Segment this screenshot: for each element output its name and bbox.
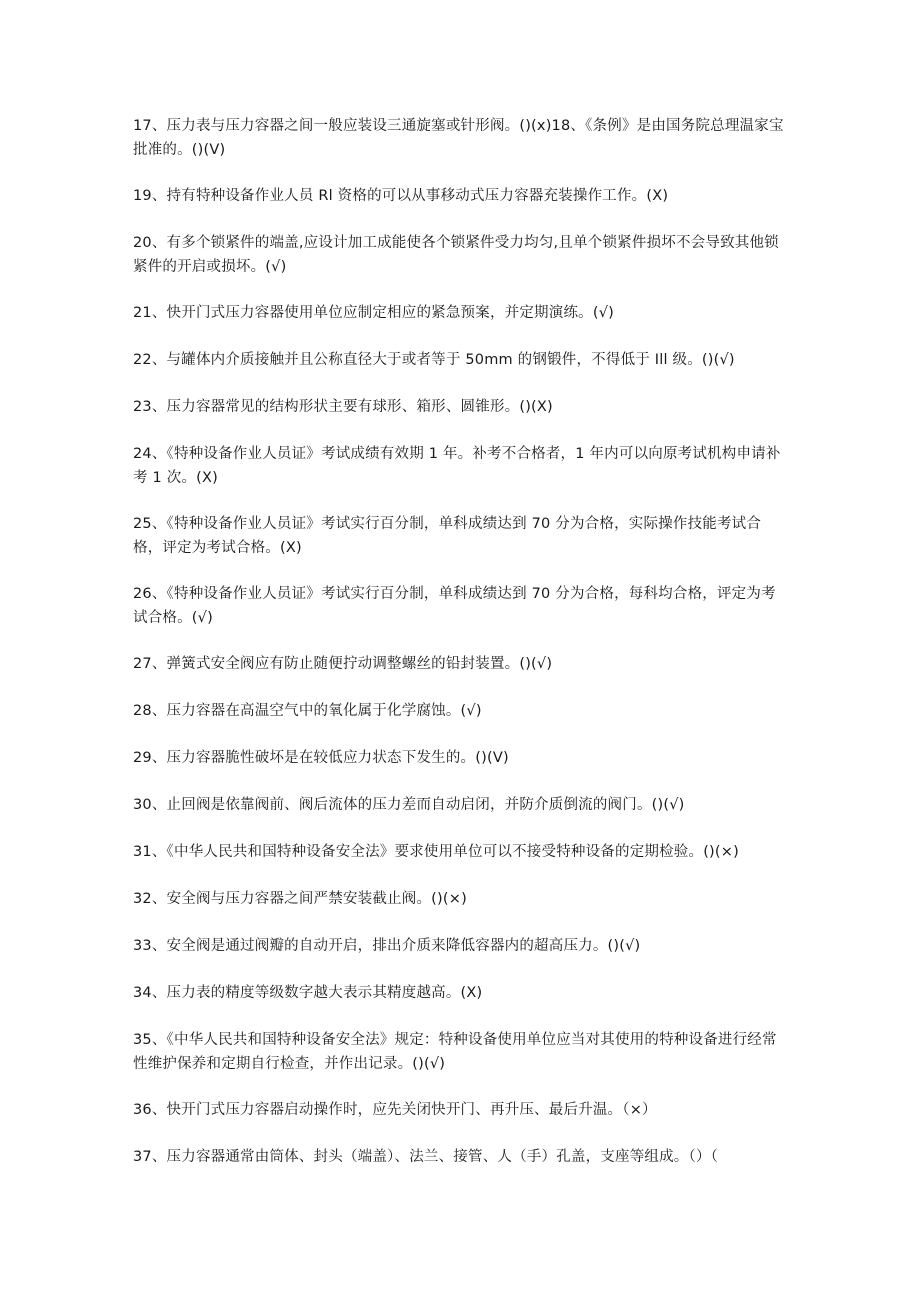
question-36: 36、快开门式压力容器启动操作时，应先关闭快开门、再升压、最后升温。（×） — [133, 1102, 657, 1118]
question-33: 33、安全阀是通过阀瓣的自动开启，排出介质来降低容器内的超高压力。()(√) — [133, 938, 641, 954]
question-35: 35、《中华人民共和国特种设备安全法》规定：特种设备使用单位应当对其使用的特种设备进行经常性维护保养和定期自行检查，并作出记录。()(√) — [133, 1032, 777, 1072]
question-26: 26、《特种设备作业人员证》考试实行百分制，单科成绩达到 70 分为合格，每科均合格，评定为考试合格。(√) — [133, 586, 776, 626]
question-37: 37、压力容器通常由筒体、封头（端盖）、法兰、接管、人（手）孔盖，支座等组成。（）（ — [133, 1149, 719, 1165]
question-25: 25、《特种设备作业人员证》考试实行百分制，单科成绩达到 70 分为合格，实际操作技能考试合格，评定为考试合格。(X) — [133, 516, 762, 556]
question-34: 34、压力表的精度等级数字越大表示其精度越高。(X) — [133, 985, 483, 1001]
question-17-18: 17、压力表与压力容器之间一般应装设三通旋塞或针形阀。()(x)18、《条例》是由国务院总理温家宝批准的。()(V) — [133, 118, 784, 158]
question-24: 24、《特种设备作业人员证》考试成绩有效期 1 年。补考不合格者，1 年内可以向原考试机构申请补考 1 次。(X) — [133, 446, 781, 486]
question-list — [133, 114, 788, 1192]
question-22: 22、与罐体内介质接触并且公称直径大于或者等于 50mm 的钢锻件，不得低于 Ill 级。()(√) — [133, 352, 735, 368]
question-32: 32、安全阀与压力容器之间严禁安装截止阀。()(×) — [133, 891, 467, 907]
question-31: 31、《中华人民共和国特种设备安全法》要求使用单位可以不接受特种设备的定期检验。()(×) — [133, 844, 739, 860]
question-21: 21、快开门式压力容器使用单位应制定相应的紧急预案，并定期演练。(√) — [133, 305, 615, 321]
question-23: 23、压力容器常见的结构形状主要有球形、箱形、圆锥形。()(X) — [133, 399, 553, 415]
question-28: 28、压力容器在高温空气中的氧化属于化学腐蚀。(√) — [133, 703, 482, 719]
question-29: 29、压力容器脆性破坏是在较低应力状态下发生的。()(V) — [133, 750, 509, 766]
question-20: 20、有多个锁紧件的端盖,应设计加工成能使各个锁紧件受力均匀,且单个锁紧件损坏不会导致其他锁紧件的开启或损坏。(√) — [133, 235, 779, 275]
question-19: 19、持有特种设备作业人员 Rl 资格的可以从事移动式压力容器充装操作工作。(X) — [133, 188, 669, 204]
question-27: 27、弹簧式安全阀应有防止随便拧动调整螺丝的铅封装置。()(√) — [133, 656, 553, 672]
question-30: 30、止回阀是依靠阀前、阀后流体的压力差而自动启闭，并防介质倒流的阀门。()(√) — [133, 797, 685, 813]
